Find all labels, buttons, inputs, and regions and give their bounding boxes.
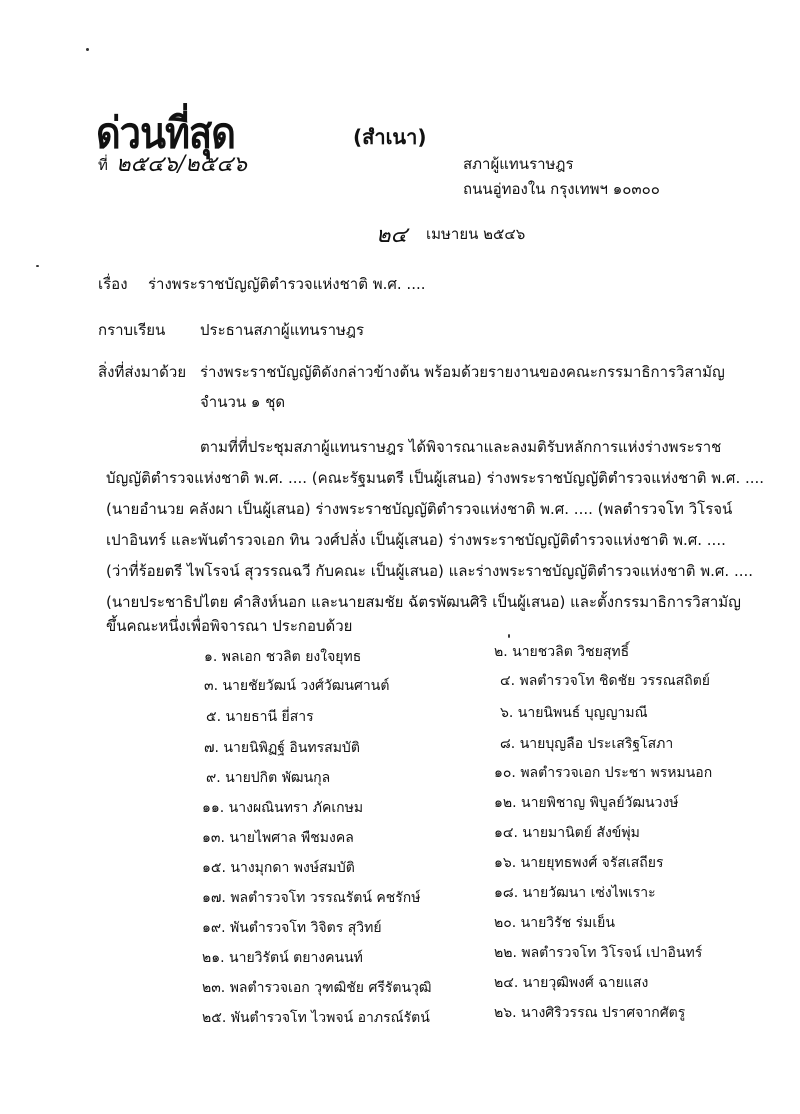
committee-member: ๑๑. นางผณินทรา ภัคเกษม	[202, 800, 364, 816]
body-line: (ว่าที่ร้อยตรี ไพโรจน์ สุวรรณฉวี กับคณะ เป็นผู้เสนอ) และร่างพระราชบัญญัติตำรวจแห่งชาติ พ.ศ. ....	[106, 562, 754, 580]
body-line: ขึ้นคณะหนึ่งเพื่อพิจารณา ประกอบด้วย	[106, 617, 353, 635]
enclosure-line2: จำนวน ๑ ชุด	[200, 393, 286, 411]
committee-member: ๕. นายธานี ยี่สาร	[206, 709, 314, 725]
subject-label: เรื่อง	[98, 275, 128, 293]
committee-member: ๑๗. พลตำรวจโท วรรณรัตน์ คชรักษ์	[202, 890, 421, 906]
enclosure-label: สิ่งที่ส่งมาด้วย	[98, 363, 187, 381]
committee-member: ๓. นายชัยวัฒน์ วงศ์วัฒนศานต์	[204, 678, 390, 694]
committee-member: ๒๒. พลตำรวจโท วิโรจน์ เปาอินทร์	[494, 945, 703, 961]
doc-number-prefix: ที่	[98, 156, 108, 174]
committee-member: ๒๑. นายวิรัตน์ ตยางคนนท์	[202, 950, 363, 966]
committee-member: ๑๒. นายพิชาญ พิบูลย์วัฒนวงษ์	[494, 795, 679, 811]
committee-member: ๑. พลเอก ชวลิต ยงใจยุทธ	[204, 649, 362, 665]
committee-member: ๔. พลตำรวจโท ชิดชัย วรรณสถิตย์	[500, 673, 710, 689]
committee-member: ๒๔. นายวุฒิพงศ์ ฉายแสง	[494, 975, 649, 991]
committee-member: ๒๐. นายวิรัช ร่มเย็น	[494, 915, 615, 931]
to-label: กราบเรียน	[98, 321, 166, 339]
sender-address-line1: สภาผู้แทนราษฎร	[463, 155, 574, 173]
committee-member: ๑๖. นายยุทธพงศ์ จรัสเสถียร	[494, 855, 664, 871]
committee-member: ๘. นายบุญลือ ประเสริฐโสภา	[500, 736, 674, 752]
committee-member: ๗. นายนิพิฏฐ์ อินทรสมบัติ	[204, 740, 360, 756]
body-line: ตามที่ที่ประชุมสภาผู้แทนราษฎร ได้พิจารณาและลงมติรับหลักการแห่งร่างพระราช	[200, 438, 722, 456]
copy-label: (สำเนา)	[353, 125, 427, 149]
committee-member: ๑๘. นายวัฒนา เซ่งไพเราะ	[494, 885, 656, 901]
committee-member: ๒๓. พลตำรวจเอก วุฑฒิชัย ศรีรัตนวุฒิ	[202, 980, 432, 996]
urgent-stamp: ด่วนที่สุด	[96, 108, 235, 158]
committee-member: ๒๖. นางศิริวรรณ ปราศจากศัตรู	[494, 1005, 686, 1021]
committee-member: ๙. นายปกิต พัฒนกุล	[206, 770, 331, 786]
scan-speck	[36, 265, 39, 267]
committee-member: ๑๙. พันตำรวจโท วิจิตร สุวิทย์	[202, 920, 382, 936]
committee-member: ๑๐. พลตำรวจเอก ประชา พรหมนอก	[494, 765, 713, 781]
body-line: บัญญัติตำรวจแห่งชาติ พ.ศ. .... (คณะรัฐมนตรี เป็นผู้เสนอ) ร่างพระราชบัญญัติตำรวจแห่งชาติ พ.ศ. ....	[106, 469, 765, 487]
committee-member: ๖. นายนิพนธ์ บุญญามณี	[500, 705, 648, 721]
committee-member: ๑๕. นางมุกดา พงษ์สมบัติ	[202, 860, 355, 876]
body-line: เปาอินทร์ และพันตำรวจเอก ทิน วงศ์ปลั่ง เป็นผู้เสนอ) ร่างพระราชบัญญัติตำรวจแห่งชาติ พ.ศ. ....	[106, 531, 726, 549]
body-line: (นายอำนวย คลังผา เป็นผู้เสนอ) ร่างพระราชบัญญัติตำรวจแห่งชาติ พ.ศ. .... (พลตำรวจโท วิโรจน์	[106, 500, 733, 518]
committee-member: ๒๕. พันตำรวจโท ไวพจน์ อาภรณ์รัตน์	[202, 1010, 430, 1026]
committee-member: ๒. นายชวลิต วิชยสุทธิ์	[494, 644, 630, 660]
sender-address-line2: ถนนอู่ทองใน กรุงเทพฯ ๑๐๓๐๐	[463, 180, 660, 198]
date-day-handwritten: ๒๔	[376, 223, 408, 248]
date-month-year: เมษายน ๒๕๔๖	[426, 225, 526, 243]
scan-speck	[86, 48, 89, 51]
to-text: ประธานสภาผู้แทนราษฎร	[200, 321, 365, 339]
body-line: (นายประชาธิปไตย คำสิงห์นอก และนายสมชัย ฉัตรพัฒนศิริ เป็นผู้เสนอ) และตั้งกรรมาธิการวิสามัญ	[106, 593, 741, 611]
committee-member: ๑๓. นายไพศาล พืชมงคล	[202, 830, 354, 846]
subject-text: ร่างพระราชบัญญัติตำรวจแห่งชาติ พ.ศ. ....	[148, 275, 426, 293]
doc-number-handwritten: ๒๕๔๖/๒๕๔๖	[116, 152, 247, 177]
committee-member: ๑๔. นายมานิตย์ สังข์พุ่ม	[494, 825, 640, 841]
enclosure-line1: ร่างพระราชบัญญัติดังกล่าวข้างต้น พร้อมด้วยรายงานของคณะกรรมาธิการวิสามัญ	[200, 363, 725, 381]
scan-speck	[508, 634, 510, 638]
